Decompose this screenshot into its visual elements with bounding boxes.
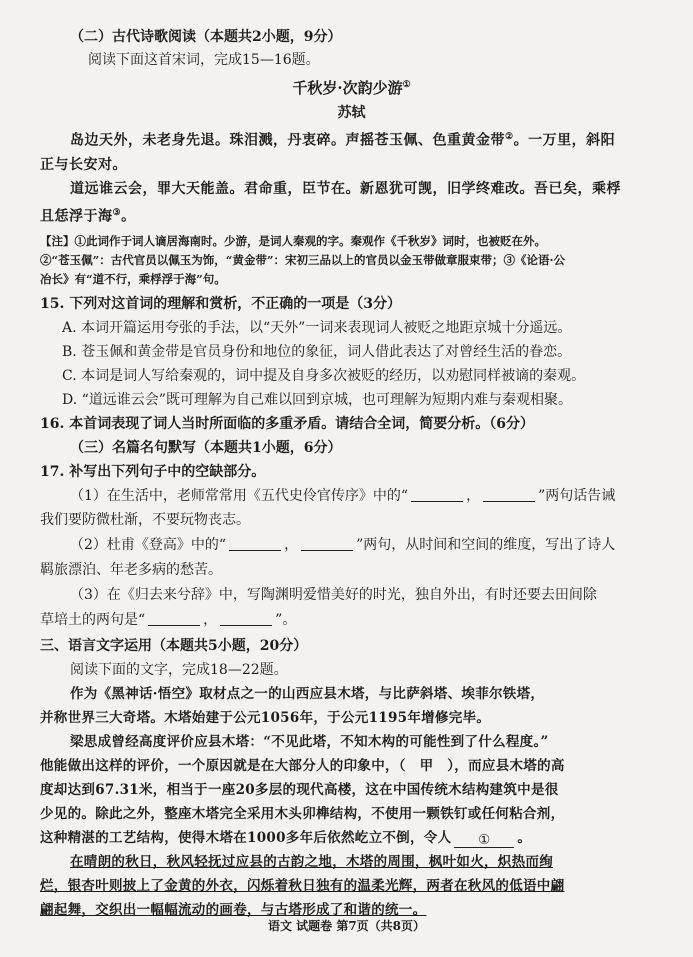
answer-blank[interactable]	[301, 536, 353, 551]
q17-item-3: （3）在《归去来兮辞》中，写陶渊明爱惜美好的时光，独自外出，有时还要去田间除	[70, 587, 597, 604]
q15-option-b: B. 苍玉佩和黄金带是官员身份和地位的象征，词人借此表达了对曾经生活的眷恋。	[62, 344, 572, 361]
section3-heading: （三）名篇名句默写（本题共1小题，6分）	[70, 440, 342, 457]
passage-p2-line-1: 梁思成曾经高度评价应县木塔：“不见此塔，不知木构的可能性到了什么程度。”	[70, 734, 549, 751]
passage-p3-line-2: 烂，银杏叶则披上了金黄的外衣，闪烁着秋日独有的温柔光辉，两者在秋风的低语中翩	[40, 878, 565, 895]
part3-heading: 三、语言文字运用（本题共5小题，20分）	[40, 638, 308, 655]
poem-line-2: 正与长安对。	[40, 156, 127, 173]
poem-line-4: 且恁浮于海③。	[40, 207, 136, 225]
q17-item-1: （1）在生活中，老师常常用《五代史伶官传序》中的“ ， ”两句话告诫	[70, 488, 616, 505]
q15-option-a: A. 本词开篇运用夸张的手法，以“天外”一词来表现词人被贬之地距京城十分遥远。	[62, 320, 572, 337]
passage-p2-line-4: 少见的。除此之外，整座木塔完全采用木头卯榫结构，不使用一颗铁钉或任何粘合剂，	[40, 806, 565, 823]
answer-blank[interactable]	[229, 536, 281, 551]
q15-stem: 15. 下列对这首词的理解和赏析，不正确的一项是（3分）	[40, 296, 401, 313]
answer-blank-1[interactable]: ①	[454, 833, 514, 848]
passage-p1-line-2: 并称世界三大奇塔。木塔始建于公元1056年，于公元1195年增修完毕。	[40, 710, 491, 727]
part3-instruction: 阅读下面的文字，完成18—22题。	[70, 662, 288, 679]
poem-note-3: 冶长》有“道不行，乘桴浮于海”句。	[40, 272, 226, 287]
answer-blank[interactable]	[148, 611, 200, 626]
poem-line-1: 岛边天外，未老身先退。珠泪溅，丹衷碎。声摇苍玉佩、色重黄金带②。一万里，斜阳	[70, 132, 616, 149]
poem-note-2: ②“苍玉佩”：古代官员以佩玉为饰，“黄金带”：宋初三品以上的官员以金玉带做章服束带；③《论语·公	[40, 253, 565, 268]
poem-note-1: 【注】①此词作于词人谪居海南时。少游，是词人秦观的字。秦观作《千秋岁》词时，也被贬在外。	[40, 234, 546, 249]
answer-blank[interactable]	[220, 611, 272, 626]
q17-stem: 17. 补写出下列句子中的空缺部分。	[40, 464, 266, 481]
q16-stem: 16. 本首词表现了词人当时所面临的多重矛盾。请结合全词，简要分析。（6分）	[40, 416, 534, 433]
section2-instruction: 阅读下面这首宋词，完成15—16题。	[88, 52, 320, 68]
q15-option-d: D. “道远谁云会”既可理解为自己难以回到京城，也可理解为短期内难与秦观相聚。	[62, 392, 572, 409]
page-footer: 语文 试题卷 第7页（共8页）	[267, 919, 426, 933]
passage-p3-line-3: 翩起舞，交织出一幅幅流动的画卷，与古塔形成了和谐的统一。	[40, 902, 427, 919]
q17-item-1-cont: 我们要防微杜渐，不要玩物丧志。	[40, 512, 250, 529]
q17-item-3-cont: 草培土的两句是“ ， ”。	[40, 612, 297, 629]
section2-heading: （二）古代诗歌阅读（本题共2小题，9分）	[70, 29, 342, 45]
q15-option-c: C. 本词是词人写给秦观的，词中提及自身多次被贬的经历，以劝慰同样被谪的秦观。	[62, 368, 586, 385]
answer-blank[interactable]	[411, 487, 463, 502]
passage-p2-line-5: 这种精湛的工艺结构，使得木塔在1000多年后依然屹立不倒，令人 ① 。	[40, 830, 532, 849]
q17-item-2-cont: 羁旅漂泊、年老多病的愁苦。	[40, 562, 222, 579]
passage-p3-line-1: 在晴朗的秋日，秋风轻抚过应县的古韵之地，木塔的周围，枫叶如火，炽热而绚	[70, 854, 553, 871]
passage-p1-line-1: 作为《黑神话·悟空》取材点之一的山西应县木塔，与比萨斜塔、埃菲尔铁塔，	[70, 686, 545, 703]
poem-line-3: 道远谁云会，罪大天能盖。君命重，臣节在。新恩犹可觊，旧学终难改。吾已矣，乘桴	[70, 180, 621, 197]
answer-blank[interactable]	[483, 487, 535, 502]
q17-item-2: （2）杜甫《登高》中的“ ， ”两句，从时间和空间的维度，写出了诗人	[70, 537, 616, 554]
passage-p2-line-3: 度却达到67.31米，相当于一座20多层的现代高楼，这在中国传统木结构建筑中是很	[40, 782, 559, 799]
poem-author: 苏轼	[337, 105, 366, 121]
poem-title: 千秋岁·次韵少游①	[292, 79, 411, 97]
passage-p2-line-2: 他能做出这样的评价，一个原因就是在大部分人的印象中，（ 甲 ），而应县木塔的高	[40, 758, 565, 775]
